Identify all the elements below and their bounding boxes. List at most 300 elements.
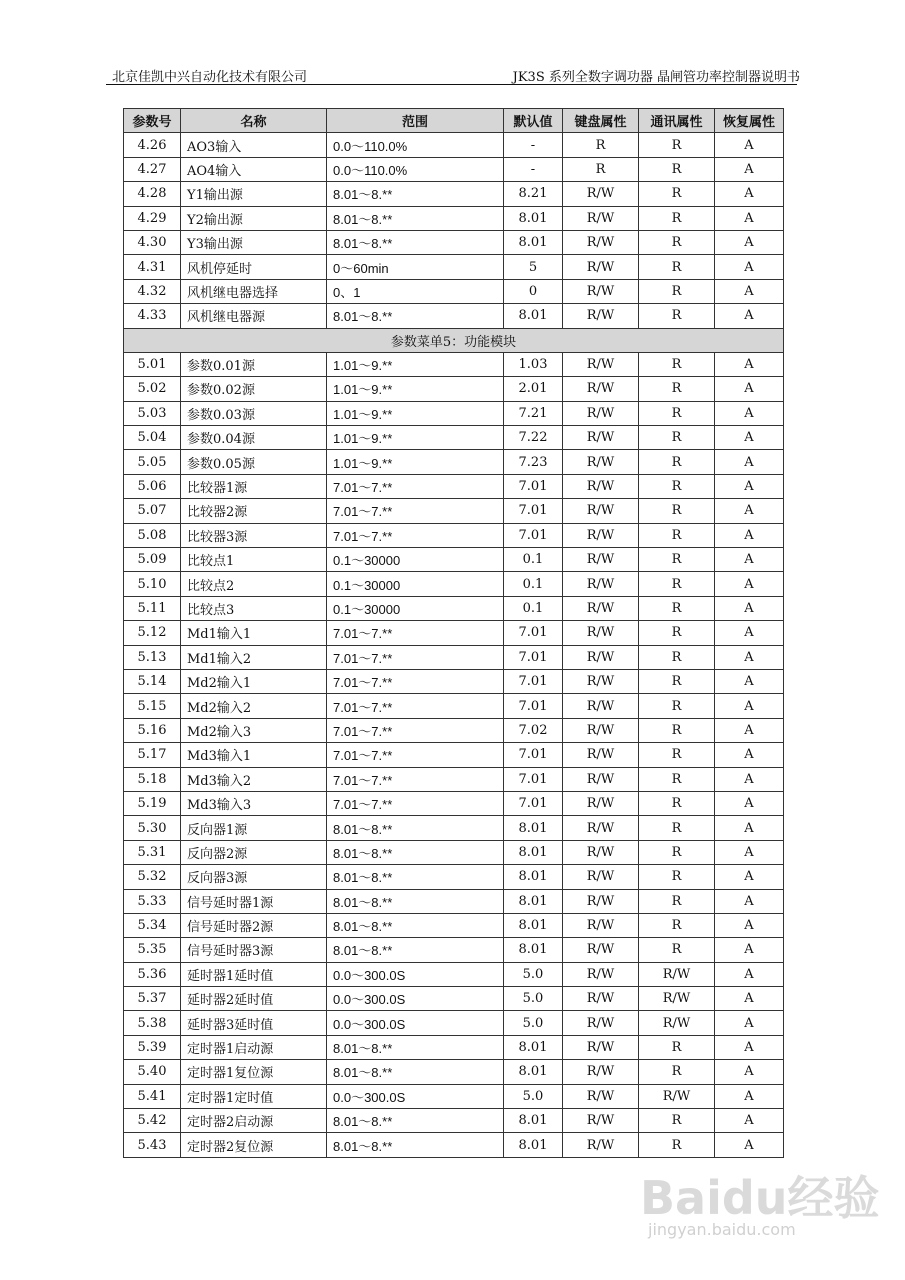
- cell-default: -: [504, 157, 563, 181]
- table-row: [124, 401, 784, 425]
- cell-name: 反向器2源: [181, 840, 327, 864]
- cell-range: 0.1～30000: [327, 572, 504, 596]
- table-row: [124, 767, 784, 791]
- parameter-table: [123, 108, 784, 1158]
- table-row: [124, 499, 784, 523]
- table-row: [124, 889, 784, 913]
- cell-name: 参数0.05源: [181, 450, 327, 474]
- table-row: [124, 669, 784, 693]
- cell-restore-attr: A: [715, 694, 784, 718]
- cell-name: Md3输入1: [181, 743, 327, 767]
- cell-comm-attr: R: [639, 816, 715, 840]
- cell-default: 8.01: [504, 230, 563, 254]
- cell-param-no: 5.41: [124, 1084, 181, 1108]
- cell-keyboard-attr: R/W: [563, 255, 639, 279]
- cell-comm-attr: R: [639, 499, 715, 523]
- cell-restore-attr: A: [715, 645, 784, 669]
- cell-param-no: 5.15: [124, 694, 181, 718]
- cell-comm-attr: R: [639, 1060, 715, 1084]
- col-header-default: 默认值: [504, 109, 563, 133]
- cell-name: Md3输入2: [181, 767, 327, 791]
- cell-name: 定时器1启动源: [181, 1035, 327, 1059]
- cell-keyboard-attr: R/W: [563, 572, 639, 596]
- cell-restore-attr: A: [715, 572, 784, 596]
- cell-restore-attr: A: [715, 987, 784, 1011]
- cell-default: 7.01: [504, 621, 563, 645]
- cell-name: 信号延时器2源: [181, 913, 327, 937]
- cell-default: 8.01: [504, 865, 563, 889]
- cell-range: 8.01～8.**: [327, 206, 504, 230]
- cell-default: 7.01: [504, 669, 563, 693]
- table-row: [124, 694, 784, 718]
- cell-default: 0.1: [504, 596, 563, 620]
- cell-keyboard-attr: R/W: [563, 962, 639, 986]
- table-row: [124, 474, 784, 498]
- cell-param-no: 5.16: [124, 718, 181, 742]
- cell-restore-attr: A: [715, 230, 784, 254]
- cell-restore-attr: A: [715, 304, 784, 328]
- cell-restore-attr: A: [715, 938, 784, 962]
- cell-keyboard-attr: R/W: [563, 889, 639, 913]
- cell-restore-attr: A: [715, 596, 784, 620]
- cell-keyboard-attr: R/W: [563, 401, 639, 425]
- cell-keyboard-attr: R/W: [563, 352, 639, 376]
- cell-name: 比较点2: [181, 572, 327, 596]
- cell-range: 7.01～7.**: [327, 767, 504, 791]
- cell-name: 延时器3延时值: [181, 1011, 327, 1035]
- table-row: [124, 645, 784, 669]
- cell-name: 比较器3源: [181, 523, 327, 547]
- cell-range: 1.01～9.**: [327, 377, 504, 401]
- cell-comm-attr: R: [639, 913, 715, 937]
- cell-restore-attr: A: [715, 206, 784, 230]
- cell-comm-attr: R: [639, 1035, 715, 1059]
- cell-restore-attr: A: [715, 352, 784, 376]
- cell-comm-attr: R: [639, 377, 715, 401]
- cell-default: 5.0: [504, 1011, 563, 1035]
- cell-default: 1.03: [504, 352, 563, 376]
- table-row: [124, 1011, 784, 1035]
- cell-name: Y1输出源: [181, 182, 327, 206]
- table-row: [124, 1133, 784, 1157]
- table-row: [124, 572, 784, 596]
- cell-param-no: 5.11: [124, 596, 181, 620]
- cell-param-no: 5.04: [124, 426, 181, 450]
- cell-default: 7.21: [504, 401, 563, 425]
- table-row: [124, 304, 784, 328]
- cell-comm-attr: R: [639, 548, 715, 572]
- cell-comm-attr: R: [639, 133, 715, 157]
- cell-name: Md1输入2: [181, 645, 327, 669]
- cell-range: 8.01～8.**: [327, 889, 504, 913]
- cell-comm-attr: R: [639, 840, 715, 864]
- cell-name: 定时器1定时值: [181, 1084, 327, 1108]
- cell-keyboard-attr: R/W: [563, 523, 639, 547]
- col-header-name: 名称: [181, 109, 327, 133]
- cell-range: 0.0～110.0%: [327, 133, 504, 157]
- cell-restore-attr: A: [715, 499, 784, 523]
- cell-param-no: 4.27: [124, 157, 181, 181]
- cell-keyboard-attr: R/W: [563, 1133, 639, 1157]
- cell-restore-attr: A: [715, 669, 784, 693]
- table-row: [124, 962, 784, 986]
- cell-default: 5: [504, 255, 563, 279]
- cell-keyboard-attr: R/W: [563, 548, 639, 572]
- cell-restore-attr: A: [715, 182, 784, 206]
- cell-keyboard-attr: R/W: [563, 816, 639, 840]
- cell-range: 0.0～300.0S: [327, 987, 504, 1011]
- cell-range: 8.01～8.**: [327, 304, 504, 328]
- cell-param-no: 5.14: [124, 669, 181, 693]
- cell-keyboard-attr: R/W: [563, 669, 639, 693]
- table-row: [124, 913, 784, 937]
- cell-keyboard-attr: R/W: [563, 694, 639, 718]
- col-header-range: 范围: [327, 109, 504, 133]
- table-body-menu5: [124, 352, 784, 1157]
- cell-restore-attr: A: [715, 474, 784, 498]
- cell-keyboard-attr: R/W: [563, 767, 639, 791]
- table-row: [124, 133, 784, 157]
- col-header-comm-attr: 通讯属性: [639, 109, 715, 133]
- cell-param-no: 5.10: [124, 572, 181, 596]
- cell-param-no: 5.36: [124, 962, 181, 986]
- cell-comm-attr: R: [639, 474, 715, 498]
- cell-restore-attr: A: [715, 279, 784, 303]
- cell-restore-attr: A: [715, 913, 784, 937]
- cell-keyboard-attr: R/W: [563, 645, 639, 669]
- table-row: [124, 352, 784, 376]
- cell-keyboard-attr: R/W: [563, 987, 639, 1011]
- cell-name: 延时器1延时值: [181, 962, 327, 986]
- cell-keyboard-attr: R/W: [563, 377, 639, 401]
- cell-default: 8.01: [504, 816, 563, 840]
- cell-name: 比较点3: [181, 596, 327, 620]
- cell-restore-attr: A: [715, 1133, 784, 1157]
- cell-param-no: 5.42: [124, 1109, 181, 1133]
- cell-name: 风机继电器选择: [181, 279, 327, 303]
- cell-param-no: 5.18: [124, 767, 181, 791]
- cell-range: 1.01～9.**: [327, 450, 504, 474]
- cell-restore-attr: A: [715, 450, 784, 474]
- cell-comm-attr: R/W: [639, 987, 715, 1011]
- cell-name: 信号延时器1源: [181, 889, 327, 913]
- table-row: [124, 791, 784, 815]
- cell-name: 参数0.04源: [181, 426, 327, 450]
- table-row: [124, 548, 784, 572]
- cell-restore-attr: A: [715, 767, 784, 791]
- cell-restore-attr: A: [715, 865, 784, 889]
- cell-name: 定时器1复位源: [181, 1060, 327, 1084]
- cell-param-no: 4.31: [124, 255, 181, 279]
- cell-name: Md2输入3: [181, 718, 327, 742]
- cell-param-no: 5.38: [124, 1011, 181, 1035]
- cell-param-no: 5.40: [124, 1060, 181, 1084]
- cell-name: AO3输入: [181, 133, 327, 157]
- cell-comm-attr: R: [639, 1133, 715, 1157]
- cell-keyboard-attr: R/W: [563, 304, 639, 328]
- cell-comm-attr: R: [639, 523, 715, 547]
- table-row: [124, 938, 784, 962]
- cell-param-no: 5.35: [124, 938, 181, 962]
- cell-name: 比较器2源: [181, 499, 327, 523]
- cell-param-no: 4.26: [124, 133, 181, 157]
- table-row: [124, 1060, 784, 1084]
- cell-comm-attr: R: [639, 572, 715, 596]
- cell-name: Y2输出源: [181, 206, 327, 230]
- cell-default: 0.1: [504, 572, 563, 596]
- cell-param-no: 5.32: [124, 865, 181, 889]
- cell-default: 7.01: [504, 767, 563, 791]
- table-row: [124, 279, 784, 303]
- cell-keyboard-attr: R/W: [563, 865, 639, 889]
- cell-comm-attr: R: [639, 865, 715, 889]
- table-row: [124, 450, 784, 474]
- cell-comm-attr: R/W: [639, 962, 715, 986]
- cell-name: 参数0.03源: [181, 401, 327, 425]
- cell-param-no: 5.43: [124, 1133, 181, 1157]
- cell-default: 7.01: [504, 499, 563, 523]
- cell-comm-attr: R: [639, 767, 715, 791]
- table-row: [124, 255, 784, 279]
- cell-default: 8.01: [504, 1060, 563, 1084]
- cell-default: 7.01: [504, 694, 563, 718]
- cell-name: 定时器2启动源: [181, 1109, 327, 1133]
- cell-keyboard-attr: R/W: [563, 450, 639, 474]
- table-row: [124, 523, 784, 547]
- cell-keyboard-attr: R: [563, 133, 639, 157]
- cell-default: 5.0: [504, 1084, 563, 1108]
- cell-range: 1.01～9.**: [327, 426, 504, 450]
- cell-name: Y3输出源: [181, 230, 327, 254]
- cell-range: 0.0～300.0S: [327, 1084, 504, 1108]
- cell-keyboard-attr: R/W: [563, 840, 639, 864]
- table-header-row: [124, 109, 784, 133]
- cell-comm-attr: R: [639, 450, 715, 474]
- cell-keyboard-attr: R/W: [563, 913, 639, 937]
- cell-range: 7.01～7.**: [327, 669, 504, 693]
- cell-restore-attr: A: [715, 401, 784, 425]
- cell-restore-attr: A: [715, 962, 784, 986]
- cell-comm-attr: R: [639, 401, 715, 425]
- cell-param-no: 5.08: [124, 523, 181, 547]
- cell-name: 信号延时器3源: [181, 938, 327, 962]
- table-body-menu4: [124, 133, 784, 328]
- cell-default: 0: [504, 279, 563, 303]
- cell-range: 8.01～8.**: [327, 1035, 504, 1059]
- cell-restore-attr: A: [715, 157, 784, 181]
- cell-keyboard-attr: R/W: [563, 182, 639, 206]
- cell-range: 0.1～30000: [327, 596, 504, 620]
- cell-range: 8.01～8.**: [327, 816, 504, 840]
- table-row: [124, 816, 784, 840]
- cell-param-no: 5.34: [124, 913, 181, 937]
- cell-range: 1.01～9.**: [327, 352, 504, 376]
- cell-keyboard-attr: R/W: [563, 1011, 639, 1035]
- table-row: [124, 840, 784, 864]
- cell-keyboard-attr: R/W: [563, 938, 639, 962]
- cell-default: 7.01: [504, 743, 563, 767]
- cell-comm-attr: R: [639, 157, 715, 181]
- cell-range: 7.01～7.**: [327, 499, 504, 523]
- cell-keyboard-attr: R/W: [563, 718, 639, 742]
- cell-param-no: 5.05: [124, 450, 181, 474]
- cell-range: 0～60min: [327, 255, 504, 279]
- cell-param-no: 5.33: [124, 889, 181, 913]
- cell-keyboard-attr: R/W: [563, 791, 639, 815]
- cell-param-no: 4.30: [124, 230, 181, 254]
- cell-comm-attr: R: [639, 669, 715, 693]
- cell-name: 延时器2延时值: [181, 987, 327, 1011]
- cell-keyboard-attr: R/W: [563, 474, 639, 498]
- cell-name: Md3输入3: [181, 791, 327, 815]
- cell-range: 7.01～7.**: [327, 523, 504, 547]
- cell-comm-attr: R: [639, 596, 715, 620]
- cell-range: 8.01～8.**: [327, 230, 504, 254]
- col-header-restore-attr: 恢复属性: [715, 109, 784, 133]
- cell-name: 参数0.01源: [181, 352, 327, 376]
- table-row: [124, 230, 784, 254]
- table-row: [124, 1035, 784, 1059]
- cell-restore-attr: A: [715, 1060, 784, 1084]
- cell-param-no: 5.07: [124, 499, 181, 523]
- cell-param-no: 5.01: [124, 352, 181, 376]
- cell-name: Md1输入1: [181, 621, 327, 645]
- section-title: 参数菜单5：功能模块: [124, 328, 784, 352]
- cell-keyboard-attr: R/W: [563, 1084, 639, 1108]
- cell-range: 7.01～7.**: [327, 645, 504, 669]
- cell-restore-attr: A: [715, 743, 784, 767]
- cell-default: 8.01: [504, 1035, 563, 1059]
- cell-name: AO4输入: [181, 157, 327, 181]
- cell-range: 8.01～8.**: [327, 913, 504, 937]
- cell-range: 8.01～8.**: [327, 938, 504, 962]
- cell-comm-attr: R: [639, 718, 715, 742]
- cell-comm-attr: R: [639, 182, 715, 206]
- cell-comm-attr: R: [639, 352, 715, 376]
- cell-param-no: 4.29: [124, 206, 181, 230]
- table-row: [124, 377, 784, 401]
- cell-restore-attr: A: [715, 1109, 784, 1133]
- table-row: [124, 743, 784, 767]
- cell-restore-attr: A: [715, 377, 784, 401]
- cell-range: 7.01～7.**: [327, 694, 504, 718]
- cell-comm-attr: R: [639, 1109, 715, 1133]
- cell-keyboard-attr: R/W: [563, 596, 639, 620]
- cell-keyboard-attr: R/W: [563, 230, 639, 254]
- cell-default: 7.02: [504, 718, 563, 742]
- cell-name: 风机继电器源: [181, 304, 327, 328]
- table-row: [124, 621, 784, 645]
- cell-default: 8.01: [504, 889, 563, 913]
- cell-param-no: 5.13: [124, 645, 181, 669]
- cell-default: 8.01: [504, 304, 563, 328]
- cell-param-no: 5.19: [124, 791, 181, 815]
- cell-default: 2.01: [504, 377, 563, 401]
- cell-default: 7.01: [504, 523, 563, 547]
- cell-restore-attr: A: [715, 548, 784, 572]
- cell-default: -: [504, 133, 563, 157]
- cell-range: 1.01～9.**: [327, 401, 504, 425]
- cell-range: 8.01～8.**: [327, 182, 504, 206]
- cell-param-no: 4.32: [124, 279, 181, 303]
- cell-param-no: 5.31: [124, 840, 181, 864]
- watermark-logo: Baidu经验: [640, 1171, 880, 1225]
- cell-restore-attr: A: [715, 791, 784, 815]
- watermark-url: jingyan.baidu.com: [648, 1220, 796, 1239]
- cell-range: 7.01～7.**: [327, 718, 504, 742]
- table-row: [124, 426, 784, 450]
- cell-default: 8.21: [504, 182, 563, 206]
- cell-comm-attr: R: [639, 426, 715, 450]
- header-rule: [106, 84, 797, 85]
- table-row: [124, 1109, 784, 1133]
- cell-param-no: 5.17: [124, 743, 181, 767]
- section-row: [124, 328, 784, 352]
- cell-restore-attr: A: [715, 523, 784, 547]
- cell-comm-attr: R: [639, 279, 715, 303]
- cell-restore-attr: A: [715, 1011, 784, 1035]
- cell-default: 7.01: [504, 791, 563, 815]
- cell-default: 5.0: [504, 962, 563, 986]
- cell-default: 8.01: [504, 1133, 563, 1157]
- cell-default: 7.23: [504, 450, 563, 474]
- cell-comm-attr: R/W: [639, 1084, 715, 1108]
- table-row: [124, 987, 784, 1011]
- col-header-param-no: 参数号: [124, 109, 181, 133]
- table-row: [124, 596, 784, 620]
- cell-default: 8.01: [504, 840, 563, 864]
- cell-default: 0.1: [504, 548, 563, 572]
- cell-range: 7.01～7.**: [327, 474, 504, 498]
- cell-comm-attr: R: [639, 694, 715, 718]
- cell-param-no: 5.06: [124, 474, 181, 498]
- cell-param-no: 4.28: [124, 182, 181, 206]
- cell-range: 8.01～8.**: [327, 1133, 504, 1157]
- col-header-keyboard-attr: 键盘属性: [563, 109, 639, 133]
- cell-comm-attr: R: [639, 938, 715, 962]
- cell-keyboard-attr: R/W: [563, 1109, 639, 1133]
- cell-keyboard-attr: R/W: [563, 206, 639, 230]
- cell-param-no: 4.33: [124, 304, 181, 328]
- cell-keyboard-attr: R/W: [563, 1035, 639, 1059]
- cell-default: 8.01: [504, 913, 563, 937]
- cell-restore-attr: A: [715, 840, 784, 864]
- cell-param-no: 5.02: [124, 377, 181, 401]
- cell-restore-attr: A: [715, 426, 784, 450]
- table-row: [124, 157, 784, 181]
- cell-restore-attr: A: [715, 621, 784, 645]
- header-company: 北京佳凯中兴自动化技术有限公司: [112, 70, 308, 85]
- cell-comm-attr: R: [639, 206, 715, 230]
- cell-range: 8.01～8.**: [327, 840, 504, 864]
- cell-restore-attr: A: [715, 889, 784, 913]
- table-row: [124, 206, 784, 230]
- cell-range: 7.01～7.**: [327, 621, 504, 645]
- cell-param-no: 5.37: [124, 987, 181, 1011]
- cell-comm-attr: R: [639, 621, 715, 645]
- cell-param-no: 5.39: [124, 1035, 181, 1059]
- cell-range: 8.01～8.**: [327, 1060, 504, 1084]
- cell-name: 风机停延时: [181, 255, 327, 279]
- cell-comm-attr: R: [639, 791, 715, 815]
- cell-comm-attr: R: [639, 645, 715, 669]
- cell-param-no: 5.03: [124, 401, 181, 425]
- cell-range: 0、1: [327, 279, 504, 303]
- cell-comm-attr: R: [639, 304, 715, 328]
- cell-name: 比较器1源: [181, 474, 327, 498]
- table-row: [124, 182, 784, 206]
- cell-param-no: 5.30: [124, 816, 181, 840]
